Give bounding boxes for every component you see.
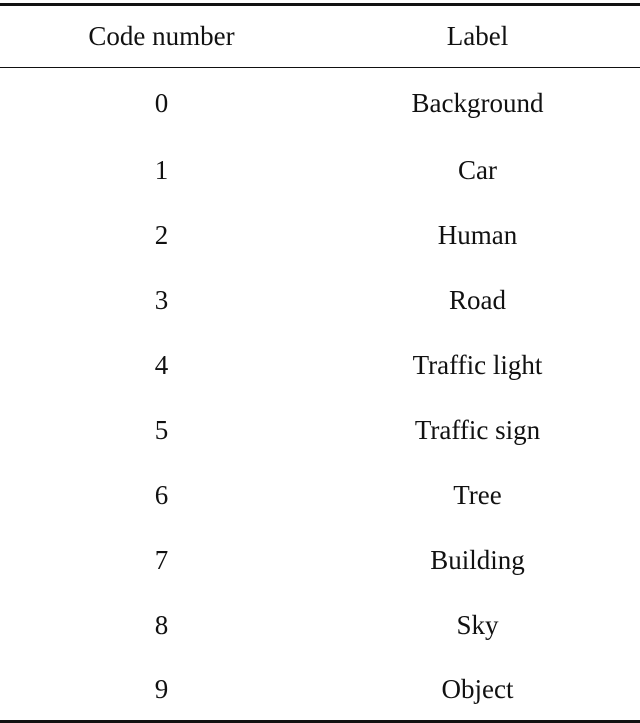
label-cell: Traffic light [412,350,543,380]
table-body [0,68,640,722]
label-cell: Traffic sign [414,415,541,445]
header-row [0,5,640,68]
code-cell: 1 [154,155,169,185]
label-cell: Building [430,545,525,575]
code-cell: 2 [154,220,169,250]
table-row [0,203,640,268]
table-row [0,333,640,398]
code-cell: 7 [154,545,169,575]
code-cell: 9 [0,658,315,722]
label-code-table [0,3,640,723]
table-row [0,138,640,203]
table-row [0,68,640,139]
label-cell: Road [449,285,506,315]
label-cell: Sky [456,610,499,640]
table-row [0,268,640,333]
table-row [0,658,640,722]
header-code-number: Code number [0,5,315,68]
label-cell: Object [315,658,640,722]
table-row [0,593,640,658]
label-cell: Human [437,220,518,250]
code-cell: 6 [154,480,169,510]
code-cell: 3 [154,285,169,315]
code-cell: 4 [154,350,169,380]
code-cell: 0 [154,87,169,118]
label-cell: Car [458,155,497,185]
header-label: Label [315,5,640,68]
code-cell: 5 [154,415,169,445]
table-row [0,528,640,593]
table-row [0,463,640,528]
label-cell: Background [411,87,544,118]
table-row [0,398,640,463]
table-header [0,5,640,68]
code-cell: 8 [154,610,169,640]
label-cell: Tree [453,480,502,510]
